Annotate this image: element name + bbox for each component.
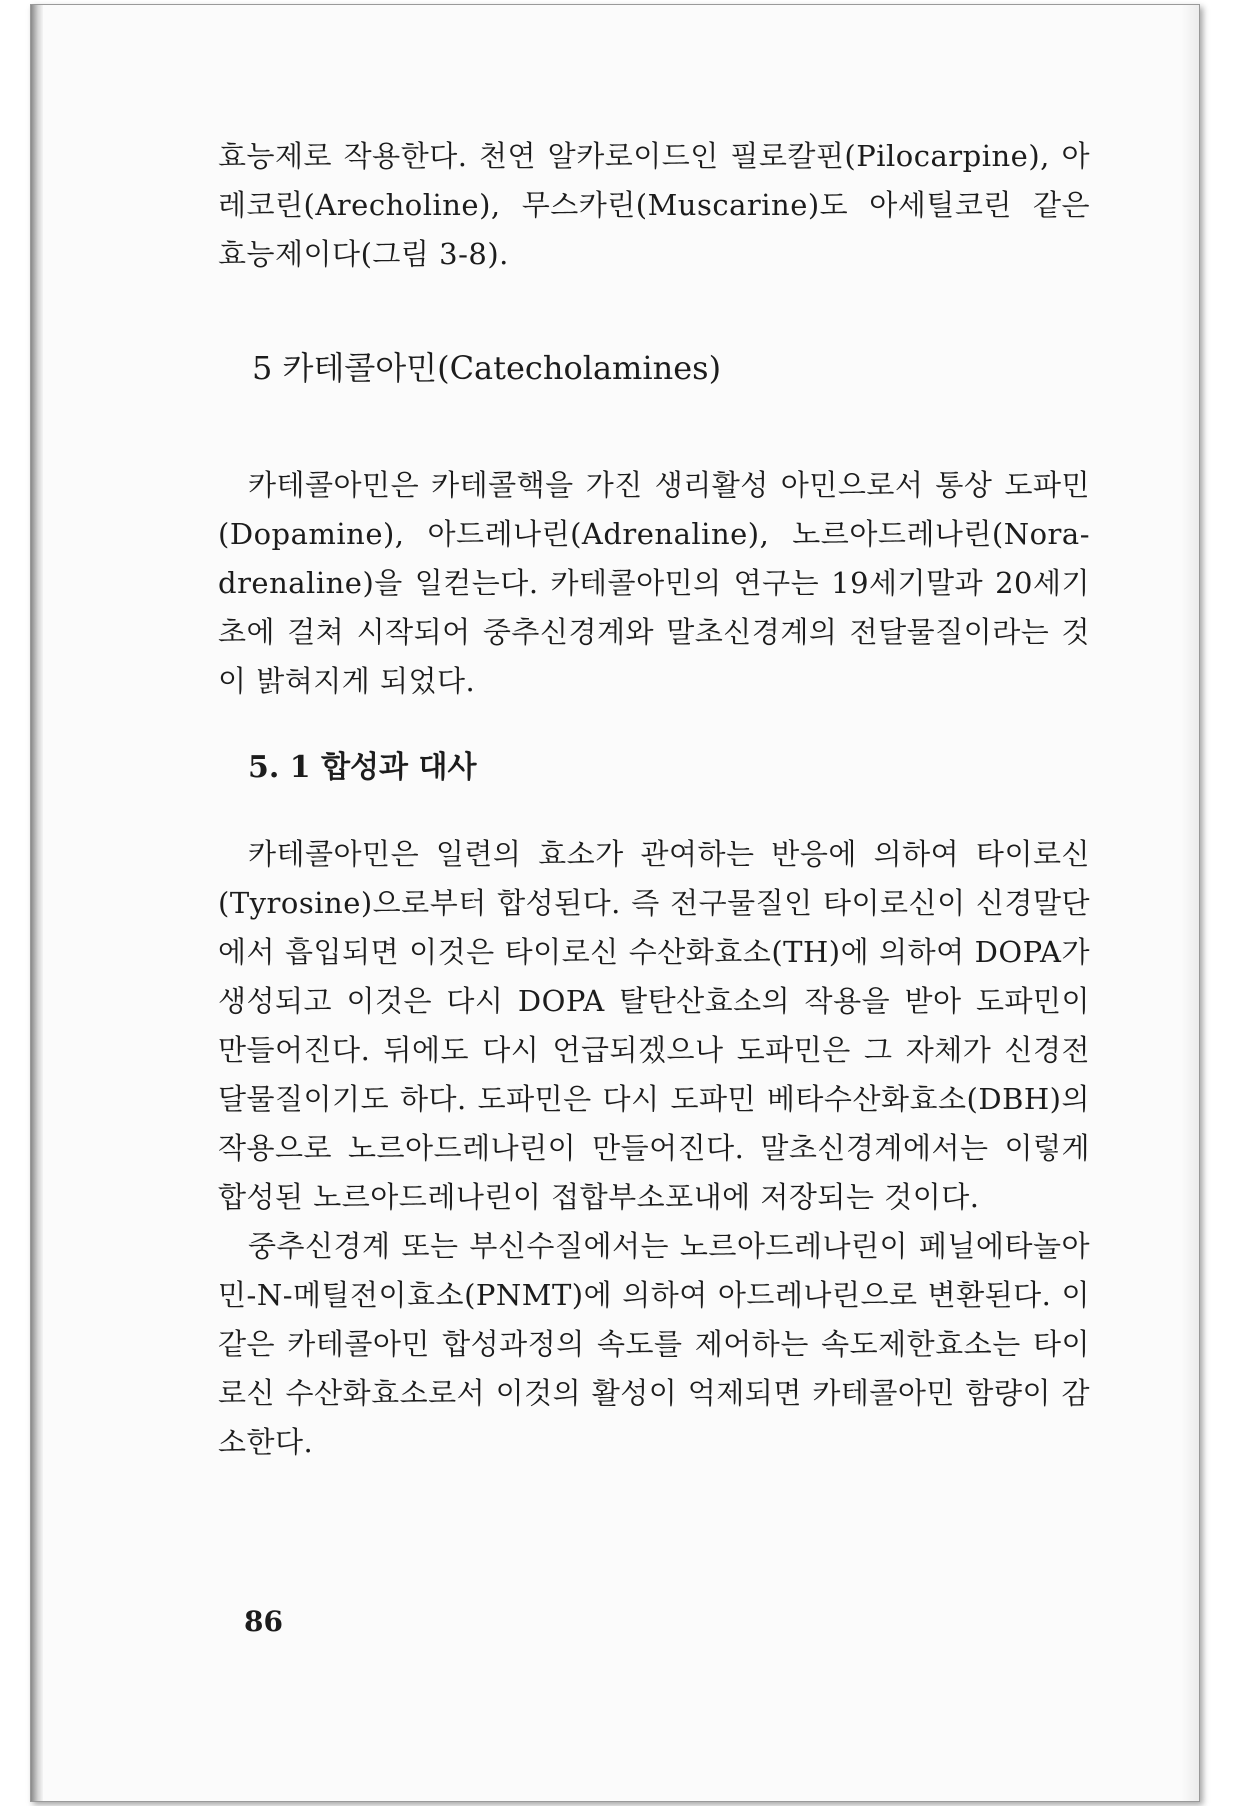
spacer (218, 706, 1090, 746)
section-heading: 5 카테콜아민(Catecholamines) (252, 349, 722, 387)
spacer (218, 279, 1090, 346)
binding-edge (31, 5, 43, 1801)
spacer (218, 390, 1090, 461)
paragraph-catecholamine-intro: 카테콜아민은 카테콜핵을 가진 생리활성 아민으로서 통상 도파민(Dopamine), 아드레나린(Adrenaline), 노르아드레나린(Nora-drenaline)을 일컫는다. 카테콜아민의 연구는 19세기말과 20세기초에 걸쳐 시작되어 중추신경계와 말초신경계의 전달물질이라는 것이 밝혀지게 되었다. (218, 468, 1090, 698)
paragraph-agonists: 효능제로 작용한다. 천연 알카로이드인 필로칼핀(Pilocarpine), 아레코린(Arecholine), 무스카린(Muscarine)도 아세틸코린 같은 효능제이다(그림 3-8). (218, 139, 1090, 271)
paragraph-synthesis: 카테콜아민은 일련의 효소가 관여하는 반응에 의하여 타이로신(Tyrosine)으로부터 합성된다. 즉 전구물질인 타이로신이 신경말단에서 흡입되면 이것은 타이로신 수산화효소(TH)에 의하여 DOPA가 생성되고 이것은 다시 DOPA 탈탄산효소의 작용을 받아 도파민이 만들어진다. 뒤에도 다시 언급되겠으나 도파민은 그 자체가 신경전달물질이기도 하다. 도파민은 다시 도파민 베타수산화효소(DBH)의 작용으로 노르아드레나린이 만들어진다. 말초신경계에서는 이렇게 합성된 노르아드레나린이 접합부소포내에 저장되는 것이다. (218, 837, 1090, 1214)
page-number: 86 (244, 1605, 283, 1638)
subsection-heading: 5. 1 합성과 대사 (248, 750, 477, 785)
paragraph-conversion: 중추신경계 또는 부신수질에서는 노르아드레나린이 페닐에타놀아민-N-메틸전이효소(PNMT)에 의하여 아드레나린으로 변환된다. 이같은 카테콜아민 합성과정의 속도를 제어하는 속도제한효소는 타이로신 수산화효소로서 이것의 활성이 억제되면 카테콜아민 함량이 감소한다. (218, 1229, 1090, 1459)
spacer (218, 790, 1090, 830)
page-body (218, 132, 1090, 1467)
page-shade (1181, 5, 1199, 1801)
